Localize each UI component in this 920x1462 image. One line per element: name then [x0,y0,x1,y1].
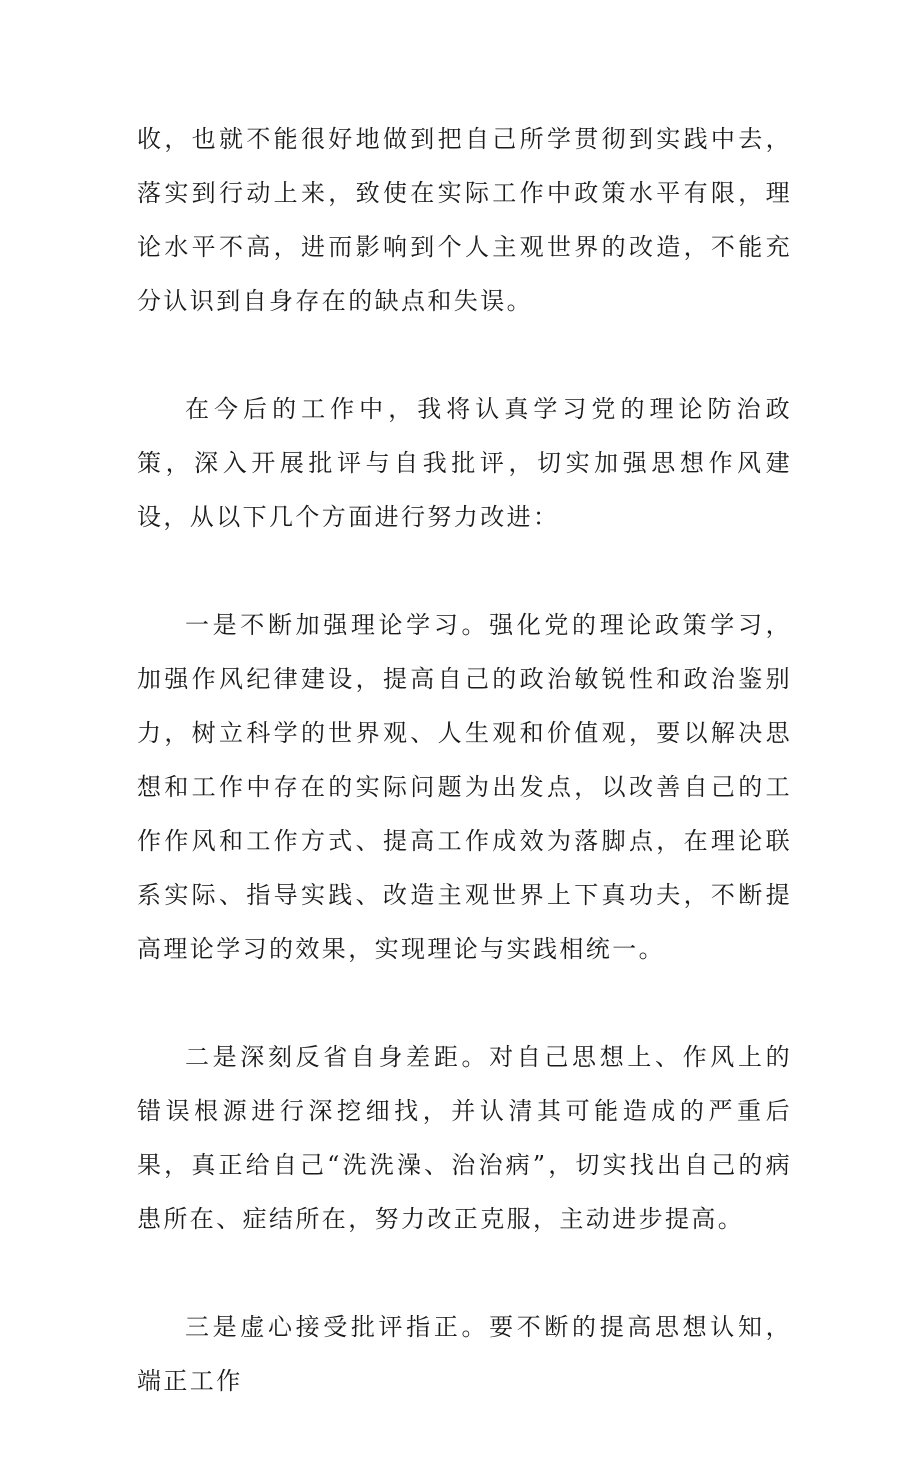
paragraph-point-two: 二是深刻反省自身差距。对自己思想上、作风上的错误根源进行深挖细找，并认清其可能造成的严重后果，真正给自己“洗洗澡、治治病”，切实找出自己的病患所在、症结所在，努力改正克服，主动进步提高。 [137,1043,792,1233]
document-body [137,112,792,1462]
paragraph-point-one: 一是不断加强理论学习。强化党的理论政策学习，加强作风纪律建设，提高自己的政治敏锐性和政治鉴别力，树立科学的世界观、人生观和价值观，要以解决思想和工作中存在的实际问题为出发点，以改善自己的工作作风和工作方式、提高工作成效为落脚点，在理论联系实际、指导实践、改造主观世界上下真功夫，不断提高理论学习的效果，实现理论与实践相统一。 [137,611,792,963]
paragraph-continuation: 收，也就不能很好地做到把自己所学贯彻到实践中去，落实到行动上来，致使在实际工作中政策水平有限，理论水平不高，进而影响到个人主观世界的改造，不能充分认识到自身存在的缺点和失误。 [137,125,792,315]
paragraph-improvement-intro: 在今后的工作中，我将认真学习党的理论防治政策，深入开展批评与自我批评，切实加强思想作风建设，从以下几个方面进行努力改进： [137,395,792,531]
paragraph-point-three: 三是虚心接受批评指正。要不断的提高思想认知，端正工作 [137,1313,792,1395]
